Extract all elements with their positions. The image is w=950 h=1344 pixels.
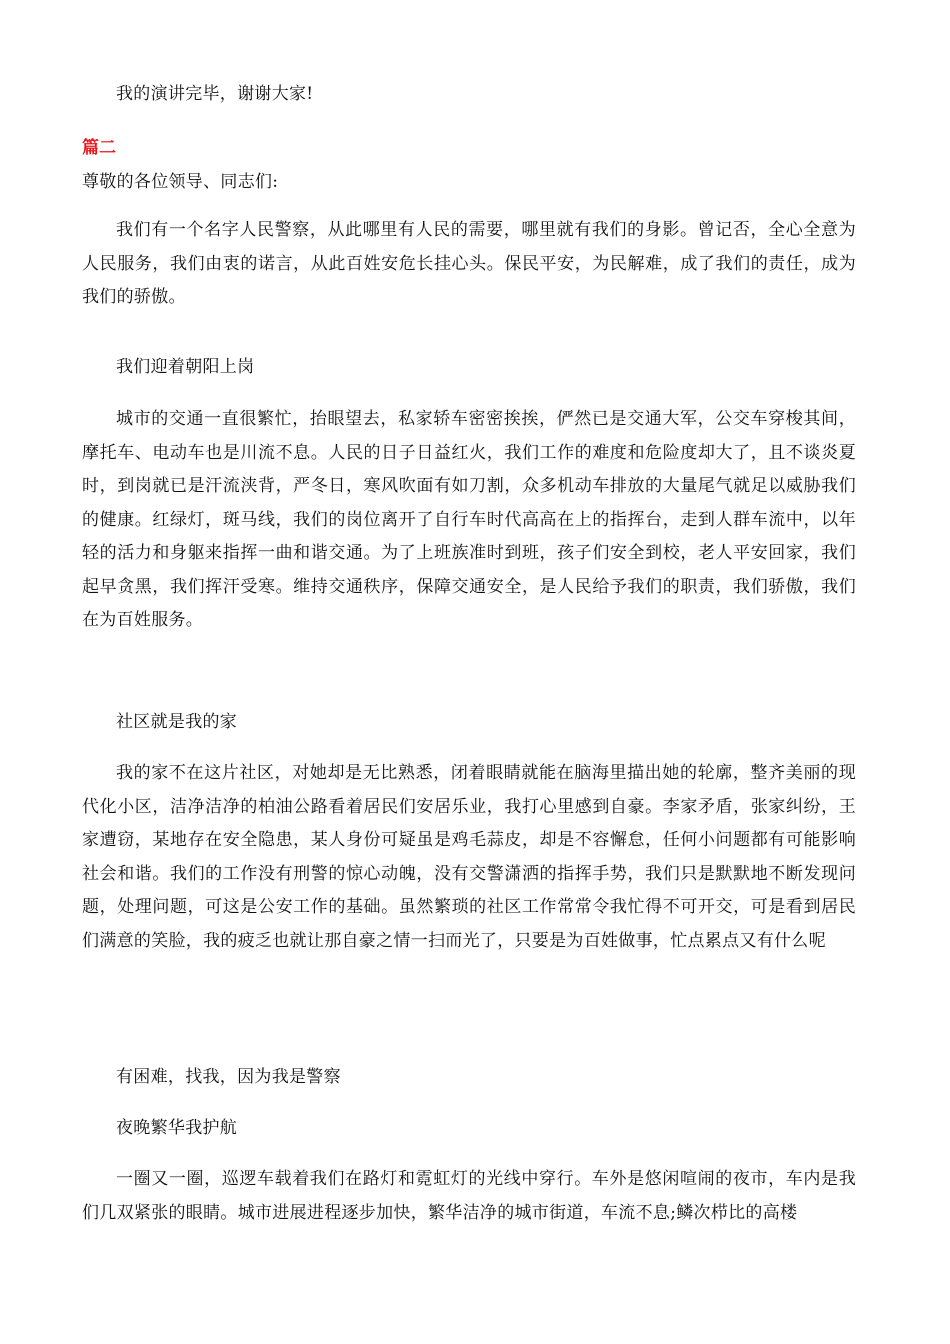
greeting: 尊敬的各位领导、同志们:: [82, 172, 279, 192]
subheading-police-help: 有困难，找我，因为我是警察: [116, 1067, 341, 1087]
subheading-night-patrol: 夜晚繁华我护航: [116, 1118, 238, 1138]
traffic-paragraph: 城市的交通一直很繁忙，抬眼望去，私家轿车密密挨挨，俨然已是交通大军，公交车穿梭其间，摩托车、电动车也是川流不息。人民的日子日益红火，我们工作的难度和危险度却大了，且不谈炎夏时，到岗就已是汗流浃背，严冬日，寒风吹面有如刀割，众多机动车排放的大量尾气就足以威胁我们的健康。红绿灯，斑马线，我们的岗位离开了自行车时代高高在上的指挥台，走到人群车流中，以年轻的活力和身躯来指挥一曲和谐交通。为了上班族准时到班，孩子们安全到校，老人平安回家，我们起早贪黑，我们挥汗受寒。维持交通秩序，保障交通安全，是人民给予我们的职责，我们骄傲，我们在为百姓服务。: [82, 409, 856, 630]
night-patrol-paragraph: 一圈又一圈，巡逻车载着我们在路灯和霓虹灯的光线中穿行。车外是悠闲喧闹的夜市，车内是我们几双紧张的眼睛。城市进展进程逐步加快，繁华洁净的城市街道，车流不息;鳞次栉比的高楼: [82, 1169, 856, 1223]
subheading-community: 社区就是我的家: [116, 712, 238, 732]
subheading-morning-post: 我们迎着朝阳上岗: [116, 357, 255, 377]
section-heading: 篇二: [82, 138, 116, 158]
intro-paragraph: 我们有一个名字人民警察，从此哪里有人民的需要，哪里就有我们的身影。曾记否，全心全意为人民服务，我们由衷的诺言，从此百姓安危长挂心头。保民平安，为民解难，成了我们的责任，成为我们的骄傲。: [82, 220, 856, 307]
closing-line: 我的演讲完毕，谢谢大家!: [116, 84, 314, 104]
community-paragraph: 我的家不在这片社区，对她却是无比熟悉，闭着眼睛就能在脑海里描出她的轮廓，整齐美丽的现代化小区，洁净洁净的柏油公路看着居民们安居乐业，我打心里感到自豪。李家矛盾，张家纠纷，王家遭窃，某地存在安全隐患，某人身份可疑虽是鸡毛蒜皮，却是不容懈怠，任何小问题都有可能影响社会和谐。我们的工作没有刑警的惊心动魄，没有交警潇洒的指挥手势，我们只是默默地不断发现问题，处理问题，可这是公安工作的基础。虽然繁琐的社区工作常常令我忙得不可开交，可是看到居民们满意的笑脸，我的疲乏也就让那自豪之情一扫而光了，只要是为百姓做事，忙点累点又有什么呢: [82, 763, 856, 951]
